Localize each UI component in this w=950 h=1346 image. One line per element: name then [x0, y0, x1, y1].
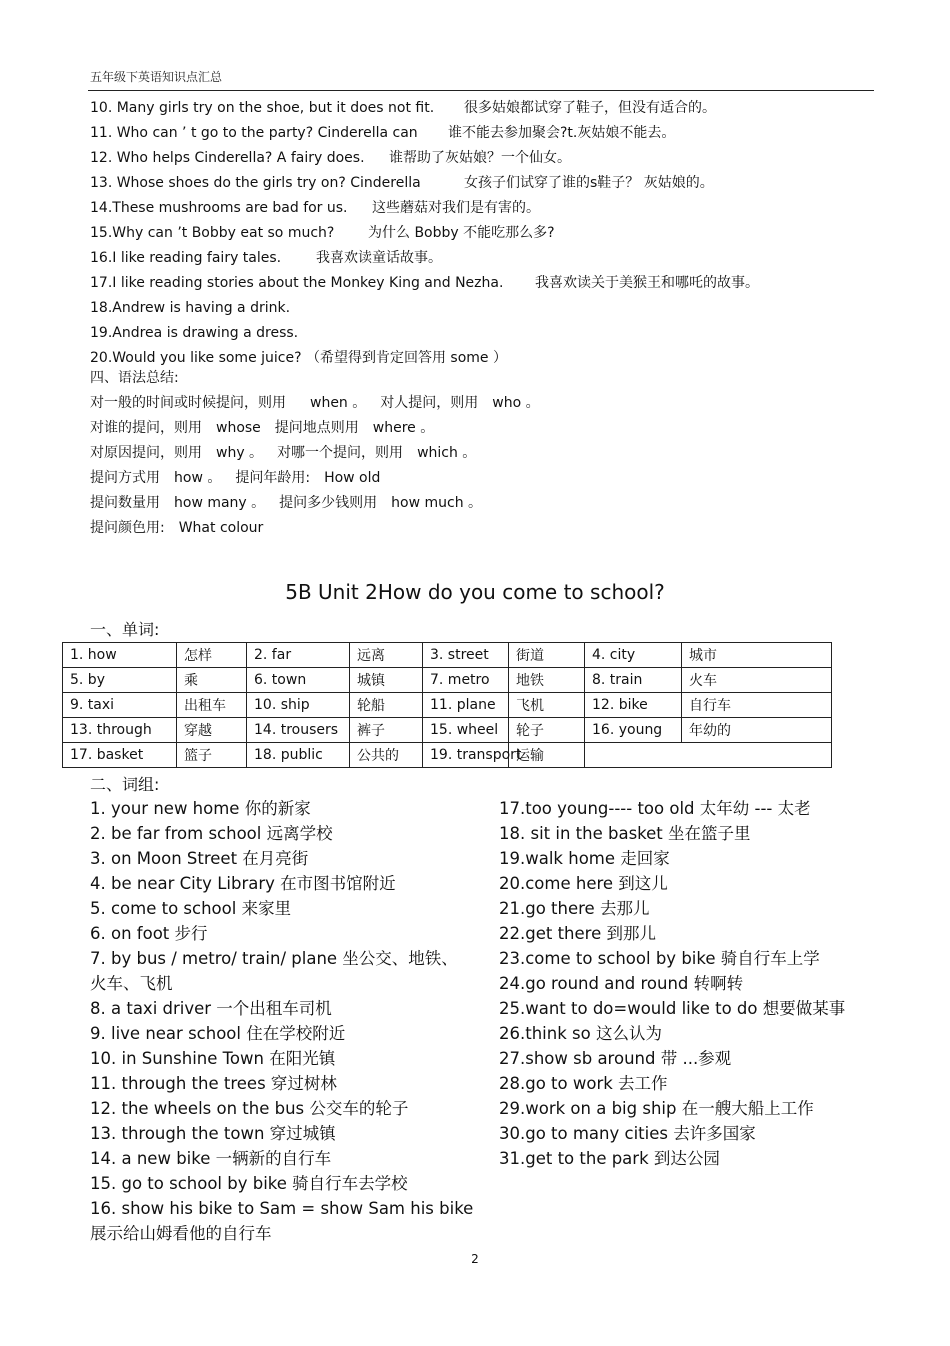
grammar-keyword: who 。 — [492, 395, 540, 411]
word-en-cell: 17. basket — [63, 743, 177, 768]
list-item: 展示给山姆看他的自行车 — [90, 1224, 272, 1243]
list-item: 30.go to many cities 去许多国家 — [499, 1124, 756, 1143]
table-row — [63, 668, 832, 693]
sentence-row — [90, 171, 714, 196]
list-item: 14. a new bike 一辆新的自行车 — [90, 1149, 332, 1168]
word-zh-cell: 篮子 — [177, 743, 247, 768]
sentence-zh: 我喜欢读童话故事。 — [316, 250, 442, 266]
grammar-line — [90, 516, 540, 541]
sentence-en: 20.Would you like some juice? （希望得到肯定回答用 some ） — [90, 350, 507, 366]
list-item: 21.go there 去那儿 — [499, 899, 650, 918]
grammar-keyword: how much 。 — [391, 495, 483, 511]
sentence-zh: 女孩子们试穿了谁的s鞋子？ 灰姑娘的。 — [464, 175, 714, 191]
sentence-zh: 为什么 Bobby 不能吃那么多? — [368, 225, 555, 241]
grammar-line — [90, 491, 540, 516]
word-zh-cell: 街道 — [509, 643, 585, 668]
word-zh-cell: 出租车 — [177, 693, 247, 718]
table-row — [63, 718, 832, 743]
word-zh-cell: 地铁 — [509, 668, 585, 693]
word-en-cell: 15. wheel — [423, 718, 509, 743]
grammar-keyword: How old — [324, 470, 381, 486]
list-item: 17.too young---- too old 太年幼 --- 太老 — [499, 799, 811, 818]
list-item: 31.get to the park 到达公园 — [499, 1149, 720, 1168]
list-item: 28.go to work 去工作 — [499, 1074, 668, 1093]
list-item: 16. show his bike to Sam = show Sam his bike — [90, 1199, 474, 1218]
word-zh-cell: 轮船 — [350, 693, 423, 718]
word-en-cell: 5. by — [63, 668, 177, 693]
word-zh-cell: 自行车 — [682, 693, 832, 718]
grammar-line — [90, 466, 540, 491]
list-item: 26.think so 这么认为 — [499, 1024, 662, 1043]
word-zh-cell: 远离 — [350, 643, 423, 668]
list-item: 3. on Moon Street 在月亮街 — [90, 849, 309, 868]
sentence-row — [90, 146, 571, 171]
list-item: 22.get there 到那儿 — [499, 924, 656, 943]
grammar-heading: 四、语法总结: — [90, 370, 179, 386]
word-en-cell: 9. taxi — [63, 693, 177, 718]
table-row — [63, 693, 832, 718]
sentence-en: 13. Whose shoes do the girls try on? Cinderella — [90, 175, 421, 191]
word-en-cell: 14. trousers — [247, 718, 350, 743]
sentence-row — [90, 246, 507, 271]
grammar-keyword: why 。 — [216, 445, 264, 461]
phrases-right-column — [499, 796, 899, 1171]
sentence-row — [90, 296, 507, 321]
word-zh-cell: 乘 — [177, 668, 247, 693]
sentence-row — [90, 221, 555, 246]
word-en-cell: 2. far — [247, 643, 350, 668]
grammar-keyword: how many 。 — [174, 495, 266, 511]
list-item: 24.go round and round 转啊转 — [499, 974, 744, 993]
sentence-zh: 很多姑娘都试穿了鞋子，但没有适合的。 — [464, 100, 716, 116]
word-zh-cell: 轮子 — [509, 718, 585, 743]
word-en-cell: 8. train — [585, 668, 682, 693]
grammar-text: 提问年龄用: — [235, 470, 311, 486]
word-zh-cell: 怎样 — [177, 643, 247, 668]
word-en-cell: 16. young — [585, 718, 682, 743]
word-en-cell — [585, 743, 832, 768]
phrases-heading: 二、词组: — [90, 775, 160, 794]
list-item: 11. through the trees 穿过树林 — [90, 1074, 337, 1093]
sentence-list — [90, 96, 759, 371]
list-item: 1. your new home 你的新家 — [90, 799, 311, 818]
word-en-cell: 18. public — [247, 743, 350, 768]
list-item: 2. be far from school 远离学校 — [90, 824, 333, 843]
word-en-cell: 12. bike — [585, 693, 682, 718]
grammar-text: 提问方式用 — [90, 470, 160, 486]
words-heading: 一、单词: — [90, 620, 160, 639]
list-item: 8. a taxi driver 一个出租车司机 — [90, 999, 332, 1018]
sentence-en: 12. Who helps Cinderella? A fairy does. — [90, 150, 365, 166]
list-item: 27.show sb around 带 ...参观 — [499, 1049, 732, 1068]
sentence-row — [90, 196, 540, 221]
sentence-en: 18.Andrew is having a drink. — [90, 300, 291, 316]
grammar-text: 对人提问，则用 — [380, 395, 479, 411]
page-number: 2 — [471, 1252, 479, 1266]
sentence-row — [90, 96, 716, 121]
word-en-cell: 1. how — [63, 643, 177, 668]
grammar-summary — [90, 366, 540, 541]
sentence-zh: 谁不能去参加聚会?t.灰姑娘不能去。 — [448, 125, 676, 141]
word-en-cell: 13. through — [63, 718, 177, 743]
grammar-keyword: What colour — [178, 520, 264, 536]
sentence-en: 16.I like reading fairy tales. — [90, 250, 282, 266]
list-item: 23.come to school by bike 骑自行车上学 — [499, 949, 820, 968]
vocabulary-table — [62, 642, 832, 768]
grammar-keyword: where 。 — [372, 420, 435, 436]
list-item: 20.come here 到这儿 — [499, 874, 668, 893]
sentence-en: 11. Who can ’ t go to the party? Cinderella can — [90, 125, 418, 141]
list-item: 6. on foot 步行 — [90, 924, 208, 943]
sentence-zh: 这些蘑菇对我们是有害的。 — [372, 200, 540, 216]
list-item: 5. come to school 来家里 — [90, 899, 292, 918]
grammar-text: 对谁的提问，则用 — [90, 420, 202, 436]
word-zh-cell: 火车 — [682, 668, 832, 693]
word-zh-cell: 公共的 — [350, 743, 423, 768]
word-zh-cell: 城市 — [682, 643, 832, 668]
grammar-keyword: how 。 — [174, 470, 222, 486]
sentence-en: 19.Andrea is drawing a dress. — [90, 325, 299, 341]
list-item: 9. live near school 住在学校附近 — [90, 1024, 346, 1043]
phrases-left-column — [90, 796, 490, 1246]
list-item: 火车、飞机 — [90, 974, 173, 993]
word-zh-cell: 年幼的 — [682, 718, 832, 743]
grammar-line — [90, 391, 540, 416]
grammar-text: 提问颜色用: — [90, 520, 165, 536]
table-row — [63, 743, 832, 768]
grammar-keyword: which 。 — [417, 445, 477, 461]
list-item: 29.work on a big ship 在一艘大船上工作 — [499, 1099, 814, 1118]
word-zh-cell: 运输 — [509, 743, 585, 768]
word-en-cell: 11. plane — [423, 693, 509, 718]
sentence-en: 15.Why can ’t Bobby eat so much? — [90, 225, 335, 241]
grammar-text: 对哪一个提问，则用 — [277, 445, 404, 461]
sentence-zh: 我喜欢读关于美猴王和哪吒的故事。 — [535, 275, 759, 291]
word-zh-cell: 飞机 — [509, 693, 585, 718]
word-en-cell: 7. metro — [423, 668, 509, 693]
grammar-text: 对一般的时间或时候提问，则用 — [90, 395, 286, 411]
unit-title: 5B Unit 2How do you come to school? — [285, 580, 665, 604]
grammar-line — [90, 416, 540, 441]
grammar-keyword: whose — [216, 420, 261, 436]
list-item: 7. by bus / metro/ train/ plane 坐公交、地铁、 — [90, 949, 458, 968]
word-en-cell: 6. town — [247, 668, 350, 693]
grammar-line — [90, 441, 540, 466]
sentence-en: 10. Many girls try on the shoe, but it does not fit. — [90, 100, 435, 116]
word-en-cell: 4. city — [585, 643, 682, 668]
header-rule — [88, 90, 874, 91]
list-item: 19.walk home 走回家 — [499, 849, 670, 868]
list-item: 15. go to school by bike 骑自行车去学校 — [90, 1174, 408, 1193]
word-zh-cell: 裤子 — [350, 718, 423, 743]
sentence-en: 14.These mushrooms are bad for us. — [90, 200, 348, 216]
list-item: 25.want to do=would like to do 想要做某事 — [499, 999, 846, 1018]
sentence-row — [90, 271, 759, 296]
list-item: 12. the wheels on the bus 公交车的轮子 — [90, 1099, 409, 1118]
grammar-text: 提问数量用 — [90, 495, 160, 511]
word-en-cell: 10. ship — [247, 693, 350, 718]
sentence-row — [90, 321, 507, 346]
table-row — [63, 643, 832, 668]
word-en-cell: 19. transport — [423, 743, 509, 768]
page-header: 五年级下英语知识点汇总 — [90, 70, 223, 84]
list-item: 4. be near City Library 在市图书馆附近 — [90, 874, 396, 893]
sentence-en: 17.I like reading stories about the Monkey King and Nezha. — [90, 275, 504, 291]
word-en-cell: 3. street — [423, 643, 509, 668]
sentence-row — [90, 121, 676, 146]
grammar-text: 对原因提问，则用 — [90, 445, 202, 461]
list-item: 13. through the town 穿过城镇 — [90, 1124, 336, 1143]
word-zh-cell: 穿越 — [177, 718, 247, 743]
grammar-keyword: when 。 — [310, 395, 367, 411]
word-zh-cell: 城镇 — [350, 668, 423, 693]
list-item: 10. in Sunshine Town 在阳光镇 — [90, 1049, 336, 1068]
list-item: 18. sit in the basket 坐在篮子里 — [499, 824, 751, 843]
grammar-text: 提问地点则用 — [274, 420, 359, 436]
grammar-text: 提问多少钱则用 — [279, 495, 378, 511]
sentence-zh: 谁帮助了灰姑娘？一个仙女。 — [389, 150, 571, 166]
